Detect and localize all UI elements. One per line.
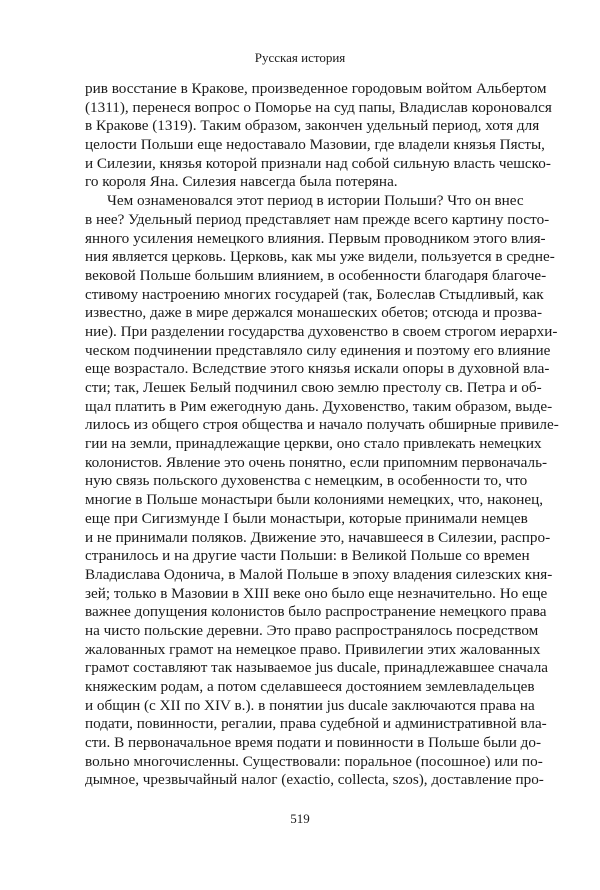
text-line: в Кракове (1319). Таким образом, закончен удельный период, хотя для [85,117,540,135]
text-line: еще при Сигизмунде I были монастыри, которые принимали немцев [85,509,528,527]
text-line: рив восстание в Кракове, произведенное городовым войтом Альбертом [85,80,547,97]
body-text [85,80,559,790]
text-line: княжеским родам, а потом сделавшееся достоянием землевладельцев [85,678,535,695]
text-line: щал платить в Рим ежегодную дань. Духовенство, таким образом, выде- [85,397,553,415]
text-line: вековой Польше большим влиянием, в особенности благодаря благоче- [85,266,547,284]
text-line: дымное, чрезвычайный налог (exactio, collecta, szos), доставление про- [85,771,544,789]
paragraph [85,192,559,790]
text-line: грамот составляют так называемое jus ducale, принадлежавшее сначала [85,659,549,677]
text-line: зей; только в Мазовии в XIII веке оно было еще незначительно. Но еще [85,584,548,602]
text-line: ную связь польского духовенства с немецким, в особенности то, что [85,472,528,490]
text-line: колонистов. Явление это очень понятно, если припомним первоначаль- [85,453,548,471]
text-line: многие в Польше монастыри были колониями немецких, что, наконец, [85,491,544,509]
text-line: и Силезии, князья которой признали над собой сильную власть чешско- [85,154,551,172]
text-line: Чем ознаменовался этот период в истории Польши? Что он внес [107,192,524,210]
text-line: ческом подчинении представляло силу единения и поэтому его влияние [85,341,551,359]
text-line: вольно многочисленны. Существовали: поральное (посошное) или по- [85,752,543,770]
page-number: 519 [290,811,310,826]
text-line: сти. В первоначальное время подати и повинности в Польше были до- [85,734,542,752]
text-line: странилось и на другие части Польши: в Великой Польше со времен [85,547,530,565]
paragraph [85,80,552,192]
text-line: го короля Яна. Силезия навсегда была потеряна. [85,173,398,191]
text-line: и не принимали поляков. Движение это, начавшееся в Силезии, распро- [85,528,551,546]
text-line: гии на земли, принадлежащие церкви, оно стало привлекать немецких [85,435,542,453]
text-line: подати, повинности, регалии, права судебной и административной вла- [85,715,547,733]
text-line: известно, даже в мире держался монашеских обетов; отсюда и прозва- [85,304,543,322]
text-line: важнее допущения колонистов было распространение немецкого права [85,603,547,621]
text-line: (1311), перенеся вопрос о Поморье на суд папы, Владислав короновался [85,98,552,116]
text-line: лилось из общего строя общества и начало получать обширные привиле- [85,416,559,434]
text-line: на чисто польские деревни. Это право распространялось посредством [85,621,539,639]
text-line: еще возрастало. Вследствие этого князья искали опоры в духовной вла- [85,360,550,378]
text-line: жалованных грамот на немецкое право. Привилегии этих жалованных [85,640,541,658]
running-header: Русская история [254,50,346,65]
text-line: Владислава Одонича, в Малой Польше в эпоху владения силезских кня- [85,565,553,583]
text-line: целости Польши еще недоставало Мазовии, где владели князья Пясты, [85,136,545,154]
text-line: и общин (с XII по XIV в.). в понятии jus ducale заключаются права на [85,696,535,714]
text-line: ние). При разделении государства духовенство в своем строгом иерархи- [85,322,558,340]
text-line: сти; так, Лешек Белый подчинил свою землю престолу св. Петра и об- [85,379,542,396]
text-line: ния является церковь. Церковь, как мы уже видели, пользуется в средне- [85,248,555,266]
text-line: янного усиления немецкого влияния. Первым проводником этого влия- [85,229,546,247]
text-line: стивому настроению многих государей (так, Болеслав Стыдливый, как [85,285,544,303]
text-line: в нее? Удельный период представляет нам прежде всего картину посто- [85,210,550,228]
